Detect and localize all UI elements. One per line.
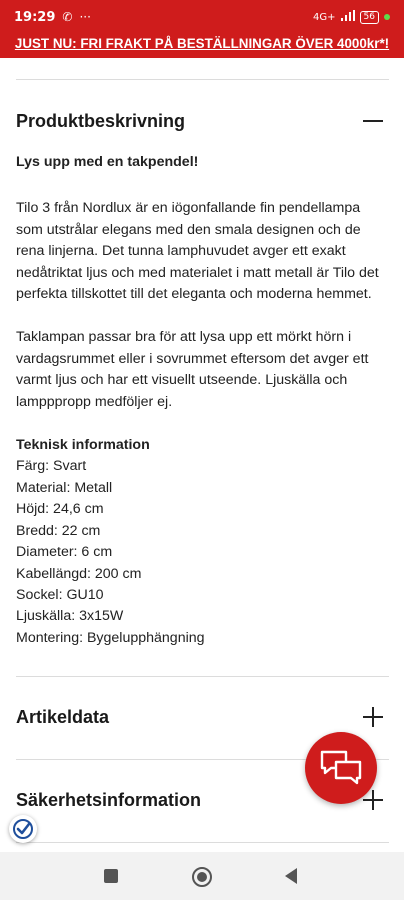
status-time: 19:29 <box>14 9 56 25</box>
description-lead: Lys upp med en takpendel! <box>16 154 199 170</box>
status-right <box>313 10 390 24</box>
section-title-safety[interactable]: Säkerhetsinformation <box>16 790 202 810</box>
section-title-article[interactable]: Artikeldata <box>16 707 110 727</box>
home-circle-icon <box>191 866 213 888</box>
description-paragraph-1: Tilo 3 från Nordlux är en iögonfallande fin pendellampa som utstrålar elegans med den smala designen och de rena linjerna. Det tunna lamphuvudet avger ett exakt nedåtriktat ljus och med materialet i matt metall är Tilo det perfekta tillskottet till det eleganta och moderna hemmet. <box>16 200 379 303</box>
spec-item: Montering: Bygelupphängning <box>16 629 205 646</box>
spec-item: Diameter: 6 cm <box>16 544 113 561</box>
minus-icon[interactable] <box>362 110 384 132</box>
home-button[interactable] <box>191 866 211 886</box>
description-content <box>16 152 388 649</box>
status-bar <box>0 0 404 34</box>
spec-item: Färg: Svart <box>16 458 87 475</box>
promo-banner[interactable]: JUST NU: FRI FRAKT PÅ BESTÄLLNINGAR ÖVER 4000kr*! <box>0 34 404 58</box>
back-triangle-icon <box>283 867 299 885</box>
square-icon <box>103 868 119 884</box>
plus-icon[interactable] <box>362 706 384 728</box>
more-notifications-icon: ··· <box>79 10 91 24</box>
description-paragraph-2: Taklampan passar bra för att lysa upp ett mörkt hörn i vardagsrummet eller i sovrummet eftersom det avger ett varmt ljus och har ett visuellt utseende. Ljuskälla och lampppropp medföljer ej. <box>16 329 369 410</box>
spec-item: Bredd: 22 cm <box>16 522 101 539</box>
divider <box>16 842 389 843</box>
divider <box>16 676 389 677</box>
back-button[interactable] <box>283 866 303 886</box>
spec-item: Ljuskälla: 3x15W <box>16 608 124 625</box>
spec-title: Teknisk information <box>16 437 150 454</box>
chat-button[interactable] <box>305 732 377 804</box>
section-title-description[interactable]: Produktbeskrivning <box>16 111 186 131</box>
recent-apps-button[interactable] <box>103 866 123 886</box>
privacy-dot-icon <box>384 14 390 20</box>
trust-badge[interactable] <box>9 815 37 843</box>
chat-bubbles-icon <box>319 749 363 787</box>
battery-icon: 56 <box>360 11 379 24</box>
network-label: 4G+ <box>313 11 336 23</box>
check-badge-icon <box>12 818 34 840</box>
spec-item: Höjd: 24,6 cm <box>16 501 104 518</box>
spec-item: Kabellängd: 200 cm <box>16 565 142 582</box>
divider <box>16 79 389 80</box>
signal-icon <box>341 10 355 24</box>
whatsapp-icon: ✆ <box>62 10 73 24</box>
spec-item: Sockel: GU10 <box>16 586 104 603</box>
system-nav-bar <box>0 852 404 900</box>
spec-item: Material: Metall <box>16 479 113 496</box>
